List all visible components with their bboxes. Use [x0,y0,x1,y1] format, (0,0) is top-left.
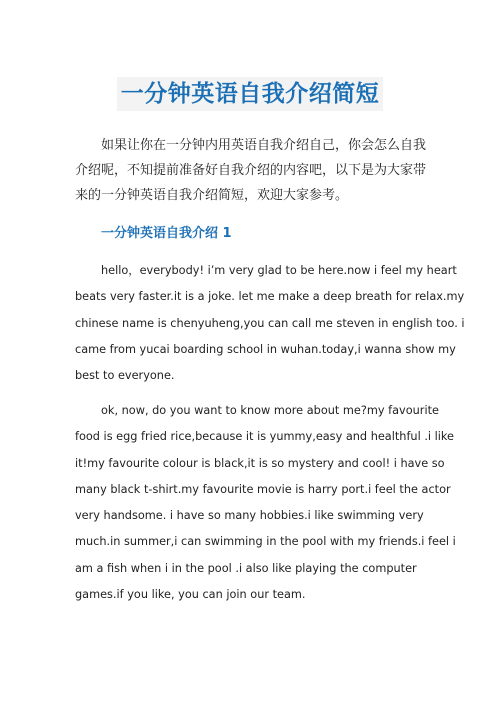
body-paragraph-1 [75,258,465,389]
paragraph-line: chinese name is chenyuheng,you can call me steven in english too. i [75,316,465,330]
paragraph-line: food is egg fried rice,because it is yummy,easy and healthful .i like [75,430,455,444]
intro-paragraph: 如果让你在一分钟内用英语自我介绍自己，你会怎么自我介绍呢，不知提前准备好自我介绍的内容吧，以下是为大家带来的一分钟英语自我介绍简短，欢迎大家参考。 [75,138,427,203]
title-container [0,62,500,127]
paragraph-line: much.in summer,i can swimming in the pool with my friends.i feel i [75,535,456,549]
paragraph-line: beats very faster.it is a joke. let me make a deep breath for relax.my [75,290,465,304]
paragraph-line: am a fish when i in the pool .i also like playing the computer [75,561,417,575]
paragraph-line: it!my favourite colour is black,it is so mystery and cool! i have so [75,456,445,470]
paragraph-line: ok, now, do you want to know more about me?my favourite [101,404,439,417]
page-title: 一分钟英语自我介绍简短 [117,77,384,111]
section-heading: 一分钟英语自我介绍 1 [101,226,232,241]
paragraph-line: very handsome. i have so many hobbies.i like swimming very [75,509,424,523]
body-paragraph-2 [75,398,456,608]
paragraph-line: best to everyone. [75,369,175,383]
paragraph-line: many black t-shirt.my favourite movie is harry port.i feel the actor [75,482,451,496]
paragraph-line: games.if you like, you can join our team. [75,588,306,602]
paragraph-line: came from yucai boarding school in wuhan.today,i wanna show my [75,342,456,356]
paragraph-line: hello，everybody! i’m very glad to be here.now i feel my heart [101,264,457,277]
